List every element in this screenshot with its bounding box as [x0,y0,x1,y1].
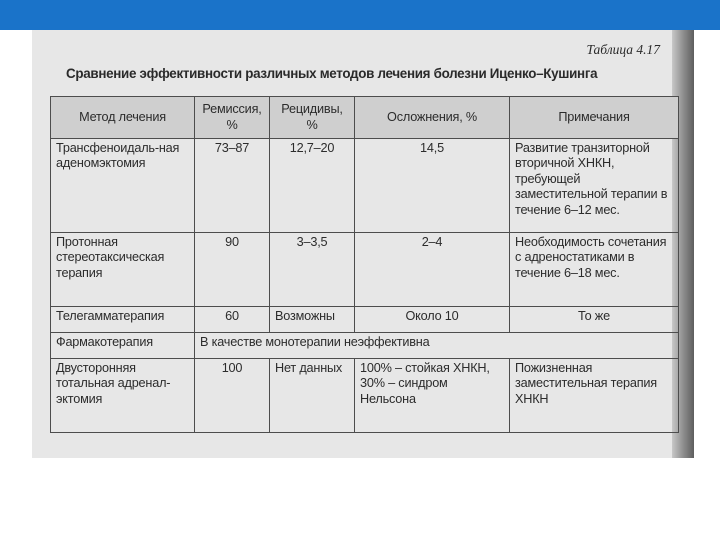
comparison-table [50,96,679,433]
header-relapse: Рецидивы, % [270,97,355,139]
scanned-page [32,30,694,458]
cell-relapse: 12,7–20 [270,139,355,233]
header-complications: Осложнения, % [355,97,510,139]
cell-method: Телегамматерапия [51,307,195,333]
cell-notes: Пожизненная заместительная терапия ХНКН [510,359,679,433]
cell-notes: То же [510,307,679,333]
header-notes: Примечания [510,97,679,139]
cell-relapse: Возможны [270,307,355,333]
cell-complications: 100% – стойкая ХНКН, 30% – синдром Нельсона [355,359,510,433]
header-row [51,97,679,139]
table-caption: Таблица 4.17 [586,42,660,57]
cell-remission: 60 [195,307,270,333]
cell-complications: Около 10 [355,307,510,333]
table-row [51,333,679,359]
table-row [51,307,679,333]
cell-remission: 73–87 [195,139,270,233]
cell-merged: В качестве монотерапии неэффективна [195,333,679,359]
cell-relapse: Нет данных [270,359,355,433]
cell-relapse: 3–3,5 [270,233,355,307]
cell-method: Трансфеноидаль-ная аденомэктомия [51,139,195,233]
header-remission: Ремиссия, % [195,97,270,139]
cell-method: Протонная стереотаксическая терапия [51,233,195,307]
header-method: Метод лечения [51,97,195,139]
cell-method: Двусторонняя тотальная адренал-эктомия [51,359,195,433]
cell-complications: 2–4 [355,233,510,307]
table-title: Сравнение эффективности различных методов лечения болезни Иценко–Кушинга [66,66,598,81]
cell-remission: 90 [195,233,270,307]
cell-complications: 14,5 [355,139,510,233]
cell-method: Фармакотерапия [51,333,195,359]
table-row [51,233,679,307]
cell-remission: 100 [195,359,270,433]
table-row [51,359,679,433]
top-bar [0,0,720,30]
table-row [51,139,679,233]
cell-notes: Развитие транзиторной вторичной ХНКН, требующей заместительной терапии в течение 6–12 мес. [510,139,679,233]
cell-notes: Необходимость сочетания с адреностатиками в течение 6–18 мес. [510,233,679,307]
